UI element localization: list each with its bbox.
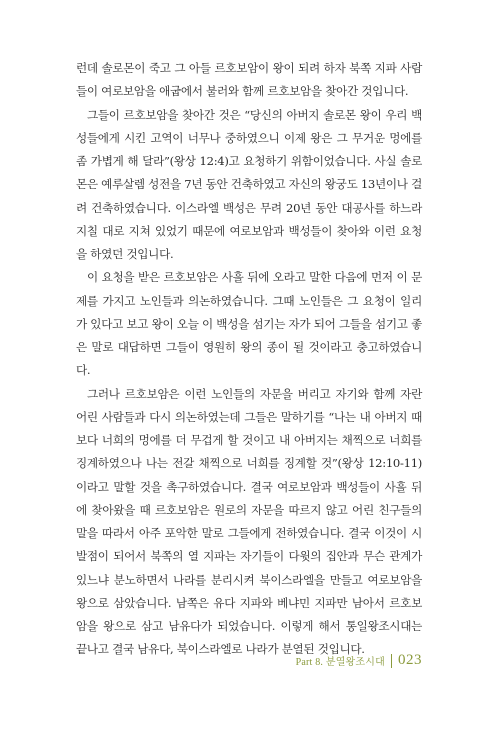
chapter-label: Part 8. 분열왕조시대 bbox=[295, 657, 385, 668]
paragraph-3: 이 요청을 받은 르호보암은 사흘 뒤에 오라고 말한 다음에 먼저 이 문제를 가지고 노인들과 의논하였습니다. 그때 노인들은 그 요청이 일리가 있다고 보고 왕이 오늘 이 백성을 섬기는 자가 되어 그들을 섬기고 좋은 말로 대답하면 그들이 영원히 왕의 종이 될 것이라고 충고하였습니다. bbox=[76, 270, 422, 378]
footer-divider bbox=[391, 654, 392, 668]
paragraph-1: 런데 솔로몬이 죽고 그 아들 르호보암이 왕이 되려 하자 북쪽 지파 사람들이 여로보암을 애굽에서 불러와 함께 르호보암을 찾아간 것입니다. bbox=[76, 61, 422, 99]
page-footer bbox=[296, 652, 422, 669]
paragraph-4: 그러나 르호보암은 이런 노인들의 자문을 버리고 자기와 함께 자란 어린 사람들과 다시 의논하였는데 그들은 말하기를 “나는 내 아버지 때보다 너희의 멍에를 더 무겁게 할 것이고 내 아버지는 채찍으로 너희를 징계하였으나 나는 전갈 채찍으로 너희를 징계할 것”(왕상 12:10-11)이라고 말할 것을 촉구하였습니다. 결국 여로보암과 백성들이 사흘 뒤에 찾아왔을 때 르호보암은 원로의 자문을 따르지 않고 어린 친구들의 말을 따라서 아주 포악한 말로 그들에게 전하였습니다. 결국 이것이 시발점이 되어서 북쪽의 열 지파는 자기들이 다윗의 집안과 무슨 관계가 있느냐 분노하면서 나라를 분리시켜 북이스라엘을 만들고 여로보암을 왕으로 삼았습니다. 남쪽은 유다 지파와 베냐민 지파만 남아서 르호보암을 왕으로 삼고 남유다가 되었습니다. 이렇게 해서 통일왕조시대는 끝나고 결국 남유다, 북이스라엘로 나라가 분열된 것입니다. bbox=[76, 386, 422, 657]
page-number: 023 bbox=[398, 652, 422, 668]
body-text bbox=[76, 57, 422, 662]
paragraph-2: 그들이 르호보암을 찾아간 것은 “당신의 아버지 솔로몬 왕이 우리 백성들에게 시킨 고역이 너무나 중하였으니 이제 왕은 그 무거운 멍에를 좀 가볍게 해 달라”(왕상 12:4)고 요청하기 위함이었습니다. 사실 솔로몬은 예루살렘 성전을 7년 동안 건축하였고 자신의 왕궁도 13년이나 걸려 건축하였습니다. 이스라엘 백성은 무려 20년 동안 대공사를 하느라 지칠 대로 지쳐 있었기 때문에 여로보암과 백성들이 찾아와 이런 요청을 하였던 것입니다. bbox=[76, 107, 422, 261]
